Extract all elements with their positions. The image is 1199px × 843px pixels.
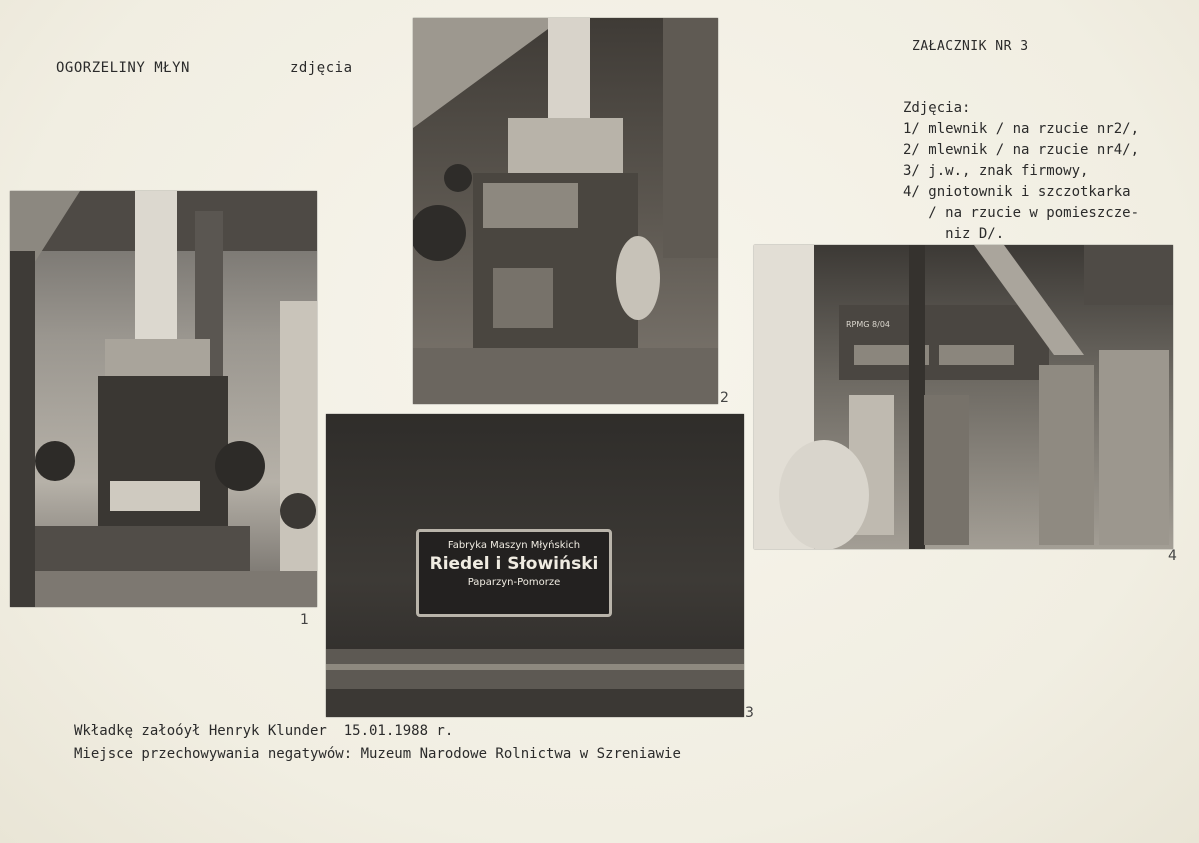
- photo-4-crusher-and-brusher: [754, 245, 1173, 549]
- caption-line: 2/ mlewnik / na rzucie nr4/,: [903, 142, 1140, 158]
- caption-line: / na rzucie w pomieszcze-: [903, 205, 1140, 221]
- manufacturer-plate: [416, 529, 612, 617]
- photo-4-inscription: RPMG 8/04: [846, 320, 890, 329]
- captions-heading: Zdjęcia:: [903, 100, 971, 116]
- caption-line: niz D/.: [903, 226, 1005, 242]
- caption-line: 4/ gniotownik i szczotkarka: [903, 184, 1131, 200]
- document-footer: [74, 720, 681, 766]
- document-title: OGORZELINY MŁYN: [56, 60, 190, 76]
- photo-captions: [903, 98, 1139, 245]
- plate-line-3: Paparzyn-Pomorze: [467, 577, 561, 588]
- photo-2-mill-machine: [413, 18, 718, 404]
- photo-4-number: 4: [1168, 548, 1177, 564]
- plate-line-2: Riedel i Słowiński: [429, 554, 599, 574]
- photo-2-illustration: [413, 18, 718, 404]
- caption-line: 3/ j.w., znak firmowy,: [903, 163, 1089, 179]
- photo-1-mill-machine: [10, 191, 317, 607]
- document-subtitle: zdjęcia: [290, 60, 353, 76]
- photo-4-illustration: [754, 245, 1173, 549]
- photo-3-number: 3: [745, 705, 754, 721]
- caption-line: 1/ mlewnik / na rzucie nr2/,: [903, 121, 1140, 137]
- photo-1-illustration: [10, 191, 317, 607]
- footer-line-2: Miejsce przechowywania negatywów: Muzeum Narodowe Rolnictwa w Szreniawie: [74, 746, 681, 762]
- footer-line-1: Wkładkę załoóył Henryk Klunder 15.01.1988 r.: [74, 723, 454, 739]
- photo-1-number: 1: [300, 612, 309, 628]
- photo-3-manufacturer-plate: [326, 414, 744, 717]
- plate-line-1: Fabryka Maszyn Młyńskich: [447, 540, 581, 551]
- photo-2-number: 2: [720, 390, 729, 406]
- annex-label: ZAŁACZNIK NR 3: [912, 39, 1029, 54]
